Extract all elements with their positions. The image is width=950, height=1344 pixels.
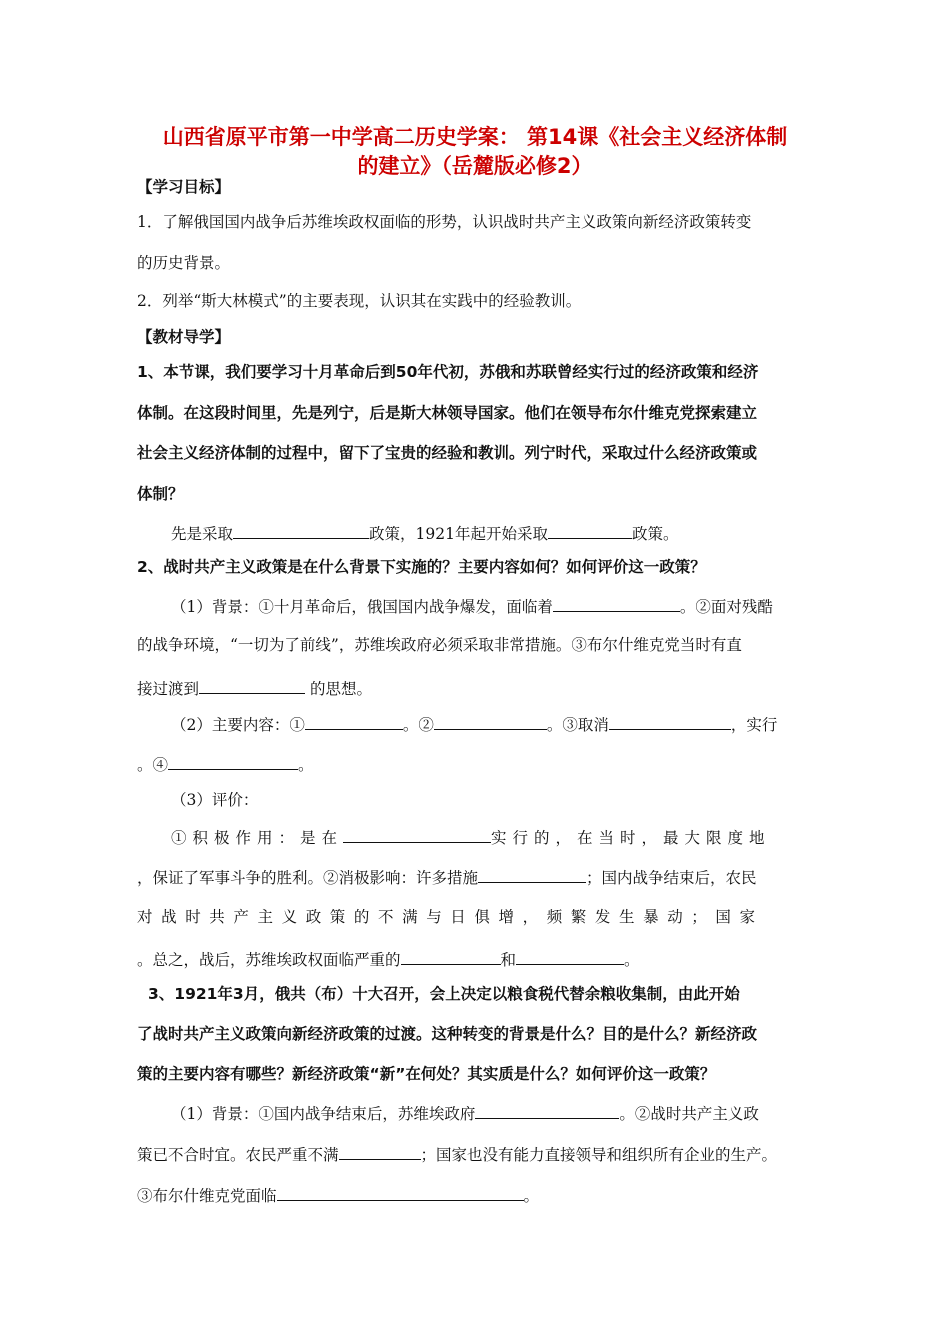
guide-heading: 【教材导学】 (137, 328, 231, 346)
fill-text: 。④ (137, 756, 169, 774)
objective-2: 2．列举“斯大林模式”的主要表现，认识其在实践中的经验教训。 (137, 292, 582, 310)
q3-background-line-3 (137, 1184, 539, 1206)
q2-background-line-2: 的战争环境，“一切为了前线”，苏维埃政府必须采取非常措施。③布尔什维克党当时有直 (137, 636, 742, 654)
fill-text: ③布尔什维克党面临 (137, 1187, 277, 1205)
answer-blank[interactable] (434, 713, 547, 730)
fill-text: 先是采取 (171, 525, 234, 543)
fill-text: （2）主要内容：① (171, 716, 305, 734)
objectives-heading: 【学习目标】 (137, 178, 231, 196)
document-title-line-2: 的建立》（岳麓版必修2） (357, 154, 593, 178)
q2-background-line-1 (171, 595, 773, 617)
question-1-fill-line (171, 522, 678, 544)
q2-content-line-2 (137, 753, 314, 775)
fill-text: 策已不合时宜。农民严重不满 (137, 1146, 339, 1164)
answer-blank[interactable] (168, 753, 298, 770)
fill-text: 。 (624, 951, 640, 969)
answer-blank[interactable] (305, 713, 403, 730)
fill-text: 实行的，在当时，最大限度地 (491, 829, 771, 847)
question-2-heading: 2、战时共产主义政策是在什么背景下实施的？主要内容如何？如何评价这一政策？ (137, 558, 706, 576)
q2-background-line-3 (137, 677, 372, 699)
document-title-line-1: 山西省原平市第一中学高二历史学案： 第14课《社会主义经济体制 (162, 125, 788, 149)
answer-blank[interactable] (553, 595, 680, 612)
fill-text: 和 (500, 951, 517, 969)
fill-text: （1）背景：①国内战争结束后，苏维埃政府 (171, 1105, 476, 1123)
q2-evaluation-line-4 (137, 948, 640, 970)
fill-text: 。 (298, 756, 314, 774)
q2-evaluation-line-1 (171, 826, 771, 848)
question-1-line-1: 1、本节课，我们要学习十月革命后到50年代初，苏俄和苏联曾经实行过的经济政策和经济 (137, 363, 759, 381)
fill-text: （1）背景：①十月革命后，俄国国内战争爆发，面临着 (171, 598, 553, 616)
fill-text: 的思想。 (305, 680, 372, 698)
question-1-line-2: 体制。在这段时间里，先是列宁，后是斯大林领导国家。他们在领导布尔什维克党探索建立 (137, 404, 758, 422)
answer-blank[interactable] (233, 522, 369, 539)
fill-text: ，实行 (730, 716, 778, 734)
fill-text: 。②战时共产主义政 (619, 1105, 759, 1123)
answer-blank[interactable] (548, 522, 632, 539)
q2-evaluation-heading: （3）评价： (171, 791, 259, 809)
question-1-line-3: 社会主义经济体制的过程中，留下了宝贵的经验和教训。列宁时代，采取过什么经济政策或 (137, 444, 758, 462)
question-3-line-1: 3、1921年3月，俄共（布）十大召开，会上决定以粮食税代替余粮收集制，由此开始 (148, 985, 740, 1003)
objective-1-line-2: 的历史背景。 (137, 254, 231, 272)
question-3-line-3: 策的主要内容有哪些？新经济政策“新”在何处？其实质是什么？如何评价这一政策？ (137, 1065, 716, 1083)
fill-text: 政策，1921年起开始采取 (369, 525, 548, 543)
fill-text: ；国内战争结束后，农民 (586, 869, 757, 887)
answer-blank[interactable] (277, 1184, 524, 1201)
q2-evaluation-line-3: 对战时共产主义政策的不满与日俱增，频繁发生暴动；国家 (137, 908, 764, 926)
answer-blank[interactable] (475, 1102, 619, 1119)
q2-evaluation-line-2 (137, 866, 757, 888)
answer-blank[interactable] (478, 866, 586, 883)
fill-text: 。 (523, 1187, 540, 1205)
fill-text: ，保证了军事斗争的胜利。②消极影响：许多措施 (137, 869, 479, 887)
answer-blank[interactable] (339, 1143, 421, 1160)
fill-text: 。②面对残酷 (679, 598, 773, 616)
objective-1-line-1: 1．了解俄国国内战争后苏维埃政权面临的形势，认识战时共产主义政策向新经济政策转变 (137, 213, 752, 231)
q2-content-line-1 (171, 713, 777, 735)
fill-text: 政策。 (631, 525, 679, 543)
fill-text: 。总之，战后，苏维埃政权面临严重的 (137, 951, 401, 969)
answer-blank[interactable] (343, 826, 491, 843)
fill-text: ①积极作用：是在 (171, 829, 344, 847)
fill-text: 。③取消 (546, 716, 609, 734)
question-3-line-2: 了战时共产主义政策向新经济政策的过渡。这种转变的背景是什么？目的是什么？新经济政 (137, 1025, 758, 1043)
q3-background-line-1 (171, 1102, 759, 1124)
question-1-line-4: 体制？ (137, 485, 184, 503)
answer-blank[interactable] (401, 948, 501, 965)
q3-background-line-2 (137, 1143, 777, 1165)
answer-blank[interactable] (516, 948, 624, 965)
answer-blank[interactable] (609, 713, 731, 730)
fill-text: ；国家也没有能力直接领导和组织所有企业的生产。 (420, 1146, 778, 1164)
answer-blank[interactable] (199, 677, 305, 694)
fill-text: 接过渡到 (137, 680, 200, 698)
fill-text: 。② (402, 716, 434, 734)
